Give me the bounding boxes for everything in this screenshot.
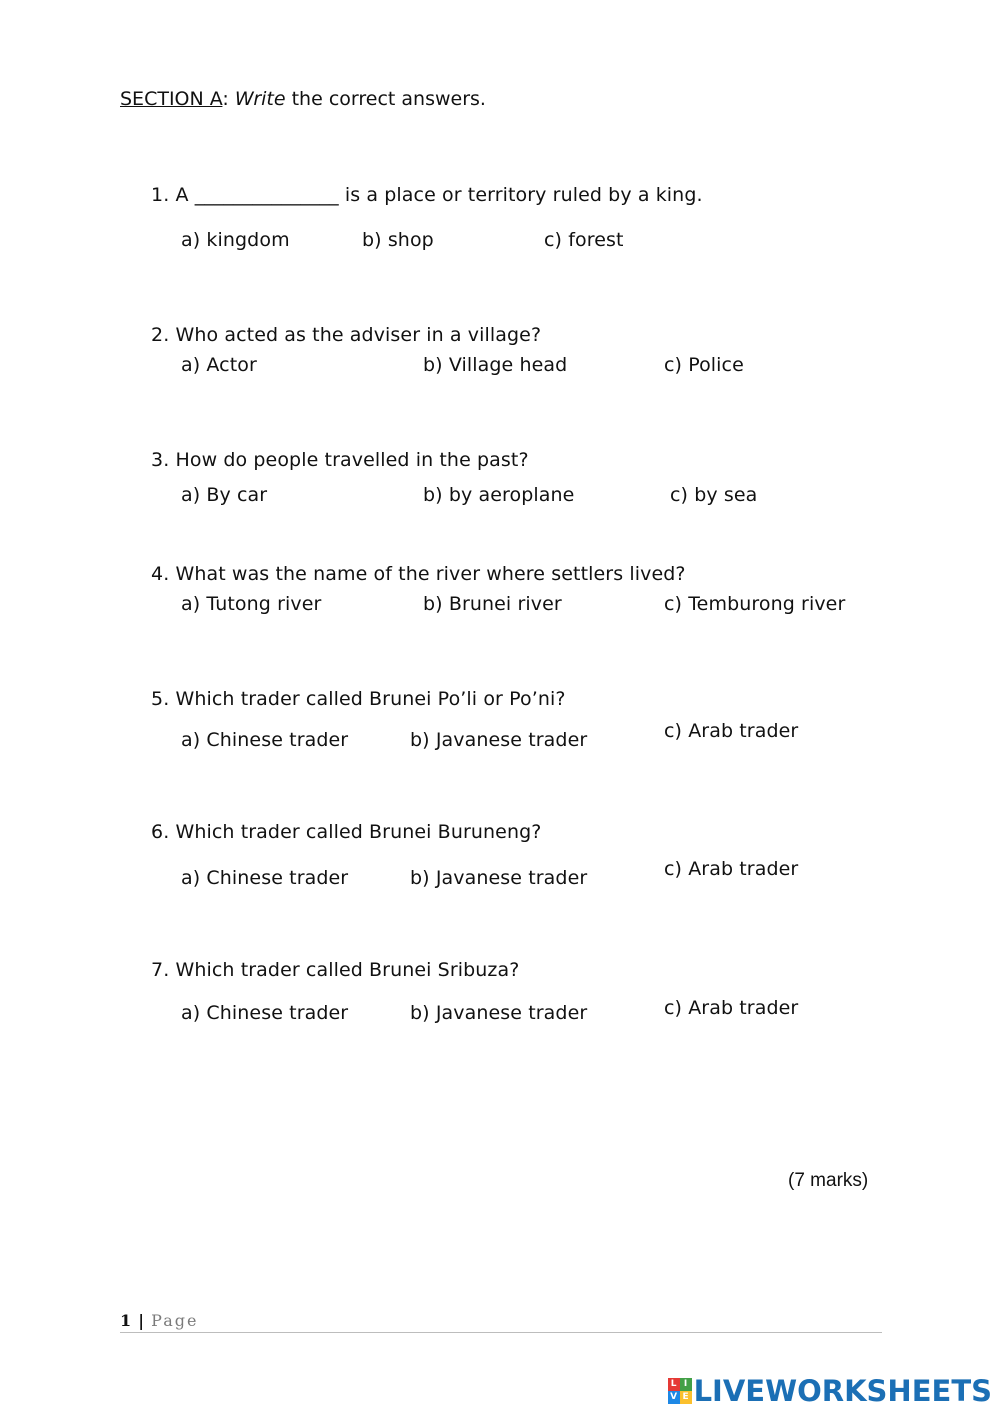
question-3-option-b[interactable]: b) by aeroplane — [423, 484, 575, 506]
question-2-option-b[interactable]: b) Village head — [423, 354, 568, 376]
question-5-option-a[interactable]: a) Chinese trader — [181, 729, 349, 751]
question-1-text: 1. A _______________ is a place or territory ruled by a king. — [151, 184, 703, 206]
question-7-option-c[interactable]: c) Arab trader — [664, 997, 799, 1019]
question-6-option-c[interactable]: c) Arab trader — [664, 858, 799, 880]
question-6-option-a[interactable]: a) Chinese trader — [181, 867, 349, 889]
question-4-option-c[interactable]: c) Temburong river — [664, 593, 846, 615]
question-3-option-c[interactable]: c) by sea — [670, 484, 758, 506]
question-6-option-b[interactable]: b) Javanese trader — [410, 867, 588, 889]
question-7-option-b[interactable]: b) Javanese trader — [410, 1002, 588, 1024]
question-4-text: 4. What was the name of the river where settlers lived? — [151, 563, 686, 585]
section-label: SECTION A — [120, 88, 223, 110]
logo-letter: L — [668, 1378, 680, 1391]
question-1-option-c[interactable]: c) forest — [544, 229, 624, 251]
page-number: 1 — [120, 1311, 132, 1330]
page-label: Page — [151, 1311, 199, 1330]
section-header — [120, 88, 486, 110]
question-2-option-a[interactable]: a) Actor — [181, 354, 257, 376]
live-logo-icon — [668, 1378, 692, 1404]
total-marks: (7 marks) — [788, 1170, 869, 1191]
question-3-text: 3. How do people travelled in the past? — [151, 449, 529, 471]
question-5-option-c[interactable]: c) Arab trader — [664, 720, 799, 742]
page-footer — [120, 1311, 198, 1330]
question-4-option-b[interactable]: b) Brunei river — [423, 593, 562, 615]
logo-letter: I — [680, 1378, 692, 1391]
question-7-text: 7. Which trader called Brunei Sribuza? — [151, 959, 520, 981]
page-separator: | — [138, 1311, 145, 1330]
logo-letter: V — [668, 1391, 680, 1404]
question-3-option-a[interactable]: a) By car — [181, 484, 268, 506]
instruction-text: the correct answers. — [291, 88, 486, 110]
question-7-option-a[interactable]: a) Chinese trader — [181, 1002, 349, 1024]
question-6-text: 6. Which trader called Brunei Buruneng? — [151, 821, 542, 843]
question-2-option-c[interactable]: c) Police — [664, 354, 744, 376]
question-4-option-a[interactable]: a) Tutong river — [181, 593, 322, 615]
liveworksheets-logo — [668, 1374, 992, 1408]
question-1-option-a[interactable]: a) kingdom — [181, 229, 290, 251]
question-5-text: 5. Which trader called Brunei Po’li or Po’ni? — [151, 688, 566, 710]
question-2-text: 2. Who acted as the adviser in a village? — [151, 324, 542, 346]
question-1-option-b[interactable]: b) shop — [362, 229, 434, 251]
question-5-option-b[interactable]: b) Javanese trader — [410, 729, 588, 751]
logo-letter: E — [680, 1391, 692, 1404]
brand-name: LIVEWORKSHEETS — [693, 1374, 992, 1408]
section-colon: : — [222, 88, 229, 110]
footer-divider — [120, 1332, 882, 1333]
instruction-italic: Write — [234, 88, 286, 110]
